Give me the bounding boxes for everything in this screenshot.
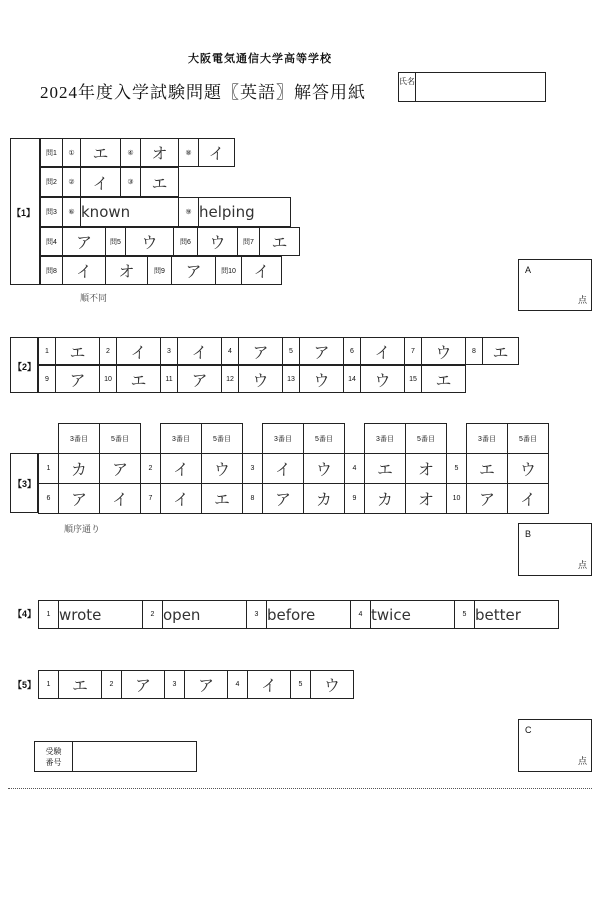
answer-cell[interactable]: ウ xyxy=(126,228,174,256)
q-number: 8 xyxy=(466,338,483,365)
score-box-b[interactable] xyxy=(518,523,592,576)
q-number: 2 xyxy=(100,338,117,365)
q-number: 4 xyxy=(228,671,248,699)
section5-label: 【5】 xyxy=(13,680,37,690)
answer-cell[interactable]: ウ xyxy=(311,671,354,699)
col-header-5th: 5番目 xyxy=(100,424,141,454)
section1-row-1 xyxy=(40,138,235,167)
answer-cell[interactable]: ア xyxy=(467,484,508,514)
q-number: 7 xyxy=(405,338,422,365)
q-number: ⑧ xyxy=(179,139,199,167)
q-number: ⑥ xyxy=(63,198,81,227)
name-field[interactable] xyxy=(398,72,546,102)
q-number: 3 xyxy=(165,671,185,699)
q-number: 10 xyxy=(447,484,467,514)
q-number: ③ xyxy=(121,168,141,197)
answer-cell[interactable]: イ xyxy=(248,671,291,699)
q-number: 2 xyxy=(141,454,161,484)
q-number: 2 xyxy=(102,671,122,699)
answer-cell[interactable]: ウ xyxy=(239,366,283,393)
answer-cell[interactable]: エ xyxy=(467,454,508,484)
q-number: 13 xyxy=(283,366,300,393)
q-number: 3 xyxy=(161,338,178,365)
q-number: 10 xyxy=(100,366,117,393)
q-number: 4 xyxy=(351,601,371,629)
q-number: 9 xyxy=(345,484,365,514)
q-number: 1 xyxy=(39,671,59,699)
q-number: 5 xyxy=(291,671,311,699)
answer-cell[interactable]: イ xyxy=(508,484,549,514)
answer-cell[interactable]: helping xyxy=(199,198,291,227)
q-number: 1 xyxy=(39,601,59,629)
q-number: 6 xyxy=(344,338,361,365)
answer-cell[interactable]: イ xyxy=(199,139,235,167)
answer-cell[interactable]: イ xyxy=(161,454,202,484)
section1-row-5 xyxy=(40,256,282,285)
school-name: 大阪電気通信大学高等学校 xyxy=(188,53,332,65)
q-number: ② xyxy=(63,168,81,197)
answer-cell[interactable]: カ xyxy=(59,454,100,484)
q-number: 問1 xyxy=(41,139,63,167)
answer-cell[interactable]: エ xyxy=(483,338,519,365)
q-number: 問9 xyxy=(148,257,172,285)
q-number: 問7 xyxy=(238,228,260,256)
section1-label: 【1】 xyxy=(12,208,36,218)
q-number: 7 xyxy=(141,484,161,514)
q-number: ⑨ xyxy=(179,198,199,227)
answer-cell[interactable]: ア xyxy=(172,257,216,285)
answer-cell[interactable]: ア xyxy=(100,454,141,484)
answer-cell[interactable]: エ xyxy=(141,168,179,197)
answer-cell[interactable]: ア xyxy=(300,338,344,365)
score-label: C xyxy=(525,725,532,735)
q-number: ① xyxy=(63,139,81,167)
section3-label: 【3】 xyxy=(13,479,37,489)
answer-cell[interactable]: イ xyxy=(63,257,106,285)
answer-cell[interactable]: wrote xyxy=(59,601,143,629)
answer-cell[interactable]: ア xyxy=(178,366,222,393)
q-number: 5 xyxy=(283,338,300,365)
q-number: 9 xyxy=(39,366,56,393)
answer-cell[interactable]: エ xyxy=(56,338,100,365)
answer-cell[interactable]: ウ xyxy=(304,454,345,484)
q-number: 問8 xyxy=(41,257,63,285)
score-label: B xyxy=(525,529,532,539)
score-box-c[interactable] xyxy=(518,719,592,772)
q-number: 5 xyxy=(447,454,467,484)
col-header-5th: 5番目 xyxy=(202,424,243,454)
col-header-3rd: 3番目 xyxy=(467,424,508,454)
q-number: 問6 xyxy=(174,228,198,256)
score-box-a[interactable] xyxy=(518,259,592,311)
section5-grid xyxy=(38,670,354,699)
answer-cell[interactable]: エ xyxy=(81,139,121,167)
answer-cell[interactable]: twice xyxy=(371,601,455,629)
answer-cell[interactable]: エ xyxy=(422,366,466,393)
answer-cell[interactable]: イ xyxy=(161,484,202,514)
exam-number-field[interactable] xyxy=(34,741,197,772)
answer-cell[interactable]: ウ xyxy=(198,228,238,256)
q-number: 14 xyxy=(344,366,361,393)
section1-row-3 xyxy=(40,197,291,227)
q-number: 6 xyxy=(39,484,59,514)
q-number: 問5 xyxy=(106,228,126,256)
col-header-3rd: 3番目 xyxy=(263,424,304,454)
score-label: A xyxy=(525,265,532,275)
page-title: 2024年度入学試験問題〖英語〗解答用紙 xyxy=(40,83,366,102)
q-number: 4 xyxy=(222,338,239,365)
answer-cell[interactable]: ウ xyxy=(508,454,549,484)
q-number: 12 xyxy=(222,366,239,393)
q-number: 問4 xyxy=(41,228,63,256)
answer-cell[interactable]: オ xyxy=(141,139,179,167)
q-number: 4 xyxy=(345,454,365,484)
q-number: 3 xyxy=(243,454,263,484)
answer-cell[interactable]: エ xyxy=(202,484,243,514)
q-number: 3 xyxy=(247,601,267,629)
answer-cell[interactable]: ア xyxy=(239,338,283,365)
section3-grid xyxy=(38,423,549,514)
answer-cell[interactable]: open xyxy=(163,601,247,629)
answer-cell[interactable]: ウ xyxy=(361,366,405,393)
answer-cell[interactable]: エ xyxy=(117,366,161,393)
answer-cell[interactable]: ア xyxy=(59,484,100,514)
answer-cell[interactable]: ウ xyxy=(300,366,344,393)
answer-cell[interactable]: カ xyxy=(365,484,406,514)
answer-cell[interactable]: オ xyxy=(406,484,447,514)
q-number: 1 xyxy=(39,338,56,365)
answer-cell[interactable]: ア xyxy=(56,366,100,393)
col-header-5th: 5番目 xyxy=(406,424,447,454)
col-header-5th: 5番目 xyxy=(508,424,549,454)
cut-line xyxy=(8,788,592,789)
answer-cell[interactable]: ウ xyxy=(202,454,243,484)
answer-cell[interactable]: ウ xyxy=(422,338,466,365)
answer-cell[interactable]: イ xyxy=(81,168,121,197)
answer-cell[interactable]: イ xyxy=(117,338,161,365)
exam-number-label: 受験番号 xyxy=(35,742,73,771)
q-number: 2 xyxy=(143,601,163,629)
section1-row-2 xyxy=(40,167,179,197)
q-number: 問3 xyxy=(41,198,63,227)
answer-cell[interactable]: before xyxy=(267,601,351,629)
answer-cell[interactable]: オ xyxy=(106,257,148,285)
answer-cell[interactable]: エ xyxy=(59,671,102,699)
answer-cell[interactable]: オ xyxy=(406,454,447,484)
col-header-3rd: 3番目 xyxy=(365,424,406,454)
q-number: 8 xyxy=(243,484,263,514)
answer-cell[interactable]: known xyxy=(81,198,179,227)
answer-cell[interactable]: イ xyxy=(263,454,304,484)
section1-row-4 xyxy=(40,227,300,256)
answer-cell[interactable]: ア xyxy=(263,484,304,514)
section4-grid xyxy=(38,600,559,629)
answer-cell[interactable]: イ xyxy=(178,338,222,365)
answer-cell[interactable]: ア xyxy=(122,671,165,699)
q-number: 11 xyxy=(161,366,178,393)
answer-cell[interactable]: イ xyxy=(100,484,141,514)
section4-label: 【4】 xyxy=(13,609,37,619)
section3-note: 順序通り xyxy=(64,525,101,535)
score-unit: 点 xyxy=(577,560,587,570)
section2-row-1 xyxy=(38,337,519,365)
answer-cell[interactable]: ア xyxy=(63,228,106,256)
col-header-3rd: 3番目 xyxy=(161,424,202,454)
answer-cell[interactable]: エ xyxy=(365,454,406,484)
section2-row-2 xyxy=(38,365,466,393)
score-unit: 点 xyxy=(577,295,587,305)
answer-cell[interactable]: better xyxy=(475,601,559,629)
answer-cell[interactable]: ア xyxy=(185,671,228,699)
answer-cell[interactable]: エ xyxy=(260,228,300,256)
name-label: 氏名 xyxy=(399,73,416,101)
col-header-3rd: 3番目 xyxy=(59,424,100,454)
section1-note: 順不同 xyxy=(80,294,108,304)
answer-cell[interactable]: イ xyxy=(242,257,282,285)
q-number: ④ xyxy=(121,139,141,167)
score-unit: 点 xyxy=(577,756,587,766)
answer-cell[interactable]: イ xyxy=(361,338,405,365)
q-number: 問2 xyxy=(41,168,63,197)
q-number: 問10 xyxy=(216,257,242,285)
q-number: 1 xyxy=(39,454,59,484)
answer-cell[interactable]: カ xyxy=(304,484,345,514)
col-header-5th: 5番目 xyxy=(304,424,345,454)
q-number: 15 xyxy=(405,366,422,393)
section2-label: 【2】 xyxy=(13,362,37,372)
q-number: 5 xyxy=(455,601,475,629)
